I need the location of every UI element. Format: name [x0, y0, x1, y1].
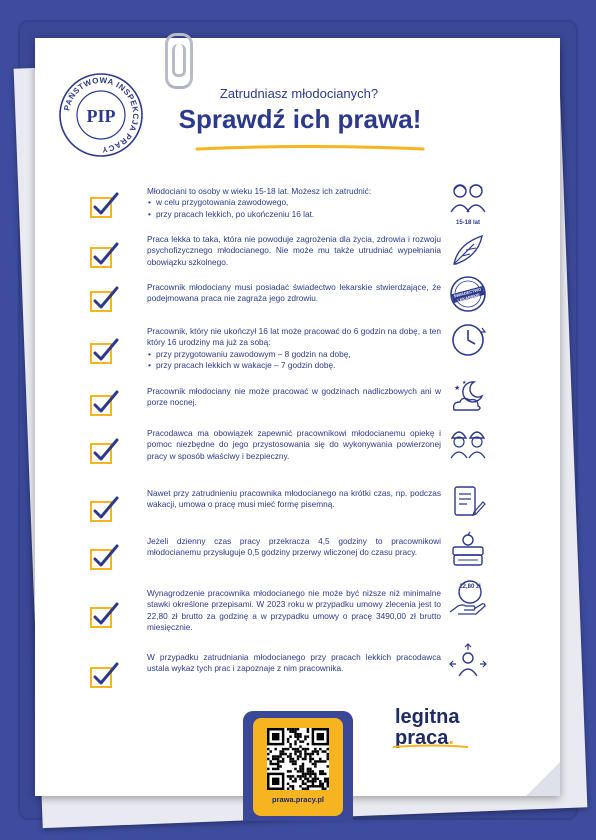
rights-item-bullets: [147, 349, 441, 372]
icon-caption: 15-18 lat: [455, 220, 480, 226]
rights-item-text: [147, 588, 441, 634]
rights-item-text: [147, 234, 441, 268]
rights-item-text: [147, 282, 441, 305]
clock-icon: [448, 320, 488, 360]
checkbox-checked-icon: [90, 192, 120, 218]
brand-word-1: legitna: [395, 706, 460, 728]
rights-item-paragraph: Pracownik, który nie ukończył 16 lat może pracować do 6 godzin na dobę, a ten który 16 urodziny ma już za sobą:: [147, 326, 441, 348]
checkbox-checked-icon: [90, 242, 120, 268]
rights-item-paragraph: Jeżeli dzienny czas pracy przekracza 4,5 godziny to pracownikowi młodocianemu przysługuje 0,5 godziny przerwy wliczonej do czasu pracy.: [147, 536, 441, 558]
seal-monogram: PIP: [86, 106, 116, 126]
teenagers-icon: [448, 178, 488, 226]
rights-item-bullet: • przy przygotowaniu zawodowym – 8 godzin na dobę,: [147, 349, 441, 360]
seal-text: PAŃSTWOWA INSPEKCJA PRACY: [62, 75, 141, 155]
rights-item-bullets: [147, 197, 441, 220]
brand-dot: .: [448, 727, 454, 749]
checkbox-checked-icon: [90, 662, 120, 688]
checkbox-checked-icon: [90, 438, 120, 464]
checkbox-checked-icon: [90, 286, 120, 312]
rights-item-bullet: • przy pracach lekkich w wakacje – 7 godzin dobę.: [147, 360, 441, 371]
rights-item-text: [147, 326, 441, 372]
page-curl: [526, 762, 560, 796]
checkbox-checked-icon: [90, 602, 120, 628]
rights-item-paragraph: W przypadku zatrudniania młodocianego przy pracach lekkich pracodawca ustala wykaz tych prac i zapoznaje z nim pracownika.: [147, 652, 441, 674]
rights-item-paragraph: Pracodawca ma obowiązek zapewnić pracownikowi młodocianemu opiekę i pomoc niezbędne do jego przystosowania się do wykonywania powierzonej pracy w sposób właściwy i bezpieczny.: [147, 428, 441, 461]
rights-item-paragraph: Wynagrodzenie pracownika młodocianego nie może być niższe niż minimalne stawki określone przepisami. W 2023 roku w przypadku umowy zlecenia jest to 22,80 zł brutto za godzinę a w przypadku umowy o pracę 3490,00 zł brutto miesięcznie.: [147, 588, 441, 633]
checkbox-checked-icon: [90, 390, 120, 416]
brand-underline: [393, 744, 468, 749]
qr-url[interactable]: prawa.pracy.pl: [272, 795, 324, 804]
rights-item-paragraph: Pracownik młodociany nie może pracować w godzinach nadliczbowych ani w porze nocnej.: [147, 386, 441, 408]
rights-item-text: [147, 428, 441, 462]
moon-stars-icon: [448, 376, 488, 416]
icon-caption: ŚWIADECTWO LEKARSKIE: [453, 286, 482, 303]
svg-text:★: ★: [454, 385, 461, 392]
pip-seal-logo: [58, 72, 144, 158]
rights-item-text: [147, 652, 441, 675]
rights-item-paragraph: Pracownik młodociany musi posiadać świadectwo lekarskie stwierdzające, że podejmowana praca nie zagraża jego zdrowiu.: [147, 282, 441, 304]
rights-item-text: [147, 386, 441, 409]
rights-item-text: [147, 488, 441, 511]
rights-item-text: [147, 536, 441, 559]
workers-helmet-icon: [448, 422, 488, 462]
qr-code[interactable]: [267, 728, 329, 790]
title-underline: [195, 144, 425, 152]
person-arrows-icon: [448, 642, 488, 682]
checkbox-checked-icon: [90, 544, 120, 570]
rights-item-paragraph: Młodociani to osoby w wieku 15-18 lat. Możesz ich zatrudnić:: [147, 186, 372, 196]
svg-text:★: ★: [462, 380, 467, 386]
icon-caption: 22,80 zł: [459, 584, 481, 590]
checkbox-checked-icon: [90, 338, 120, 364]
document-pen-icon: [448, 482, 488, 522]
rights-item-paragraph: Nawet przy zatrudnieniu pracownika młodocianego na krótki czas, np. podczas wakacji, umowa o pracę musi mieć formę pisemną.: [147, 488, 441, 510]
checkbox-checked-icon: [90, 496, 120, 522]
page-subtitle: Zatrudniasz młodocianych?: [219, 86, 379, 101]
lunchbox-icon: [448, 530, 488, 570]
coin-hand-icon: [448, 578, 488, 618]
rights-item-paragraph: Praca lekka to taka, która nie powoduje zagrożenia dla życia, zdrowia i rozwoju psychofizycznego młodocianego. Nie może mu także utrudniać wypełniania obowiązku szkolnego.: [147, 234, 441, 267]
rights-item-bullet: • przy pracach lekkich, po ukończeniu 16 lat.: [147, 209, 441, 220]
rights-item-bullet: • w celu przygotowania zawodowego,: [147, 197, 441, 208]
page-title: Sprawdź ich prawa!: [178, 104, 422, 134]
feather-icon: [448, 230, 488, 270]
medical-stamp-icon: [448, 274, 488, 314]
paperclip-icon: [165, 33, 193, 89]
rights-item-text: [147, 186, 441, 220]
brand-word-2-text: praca: [395, 727, 449, 749]
